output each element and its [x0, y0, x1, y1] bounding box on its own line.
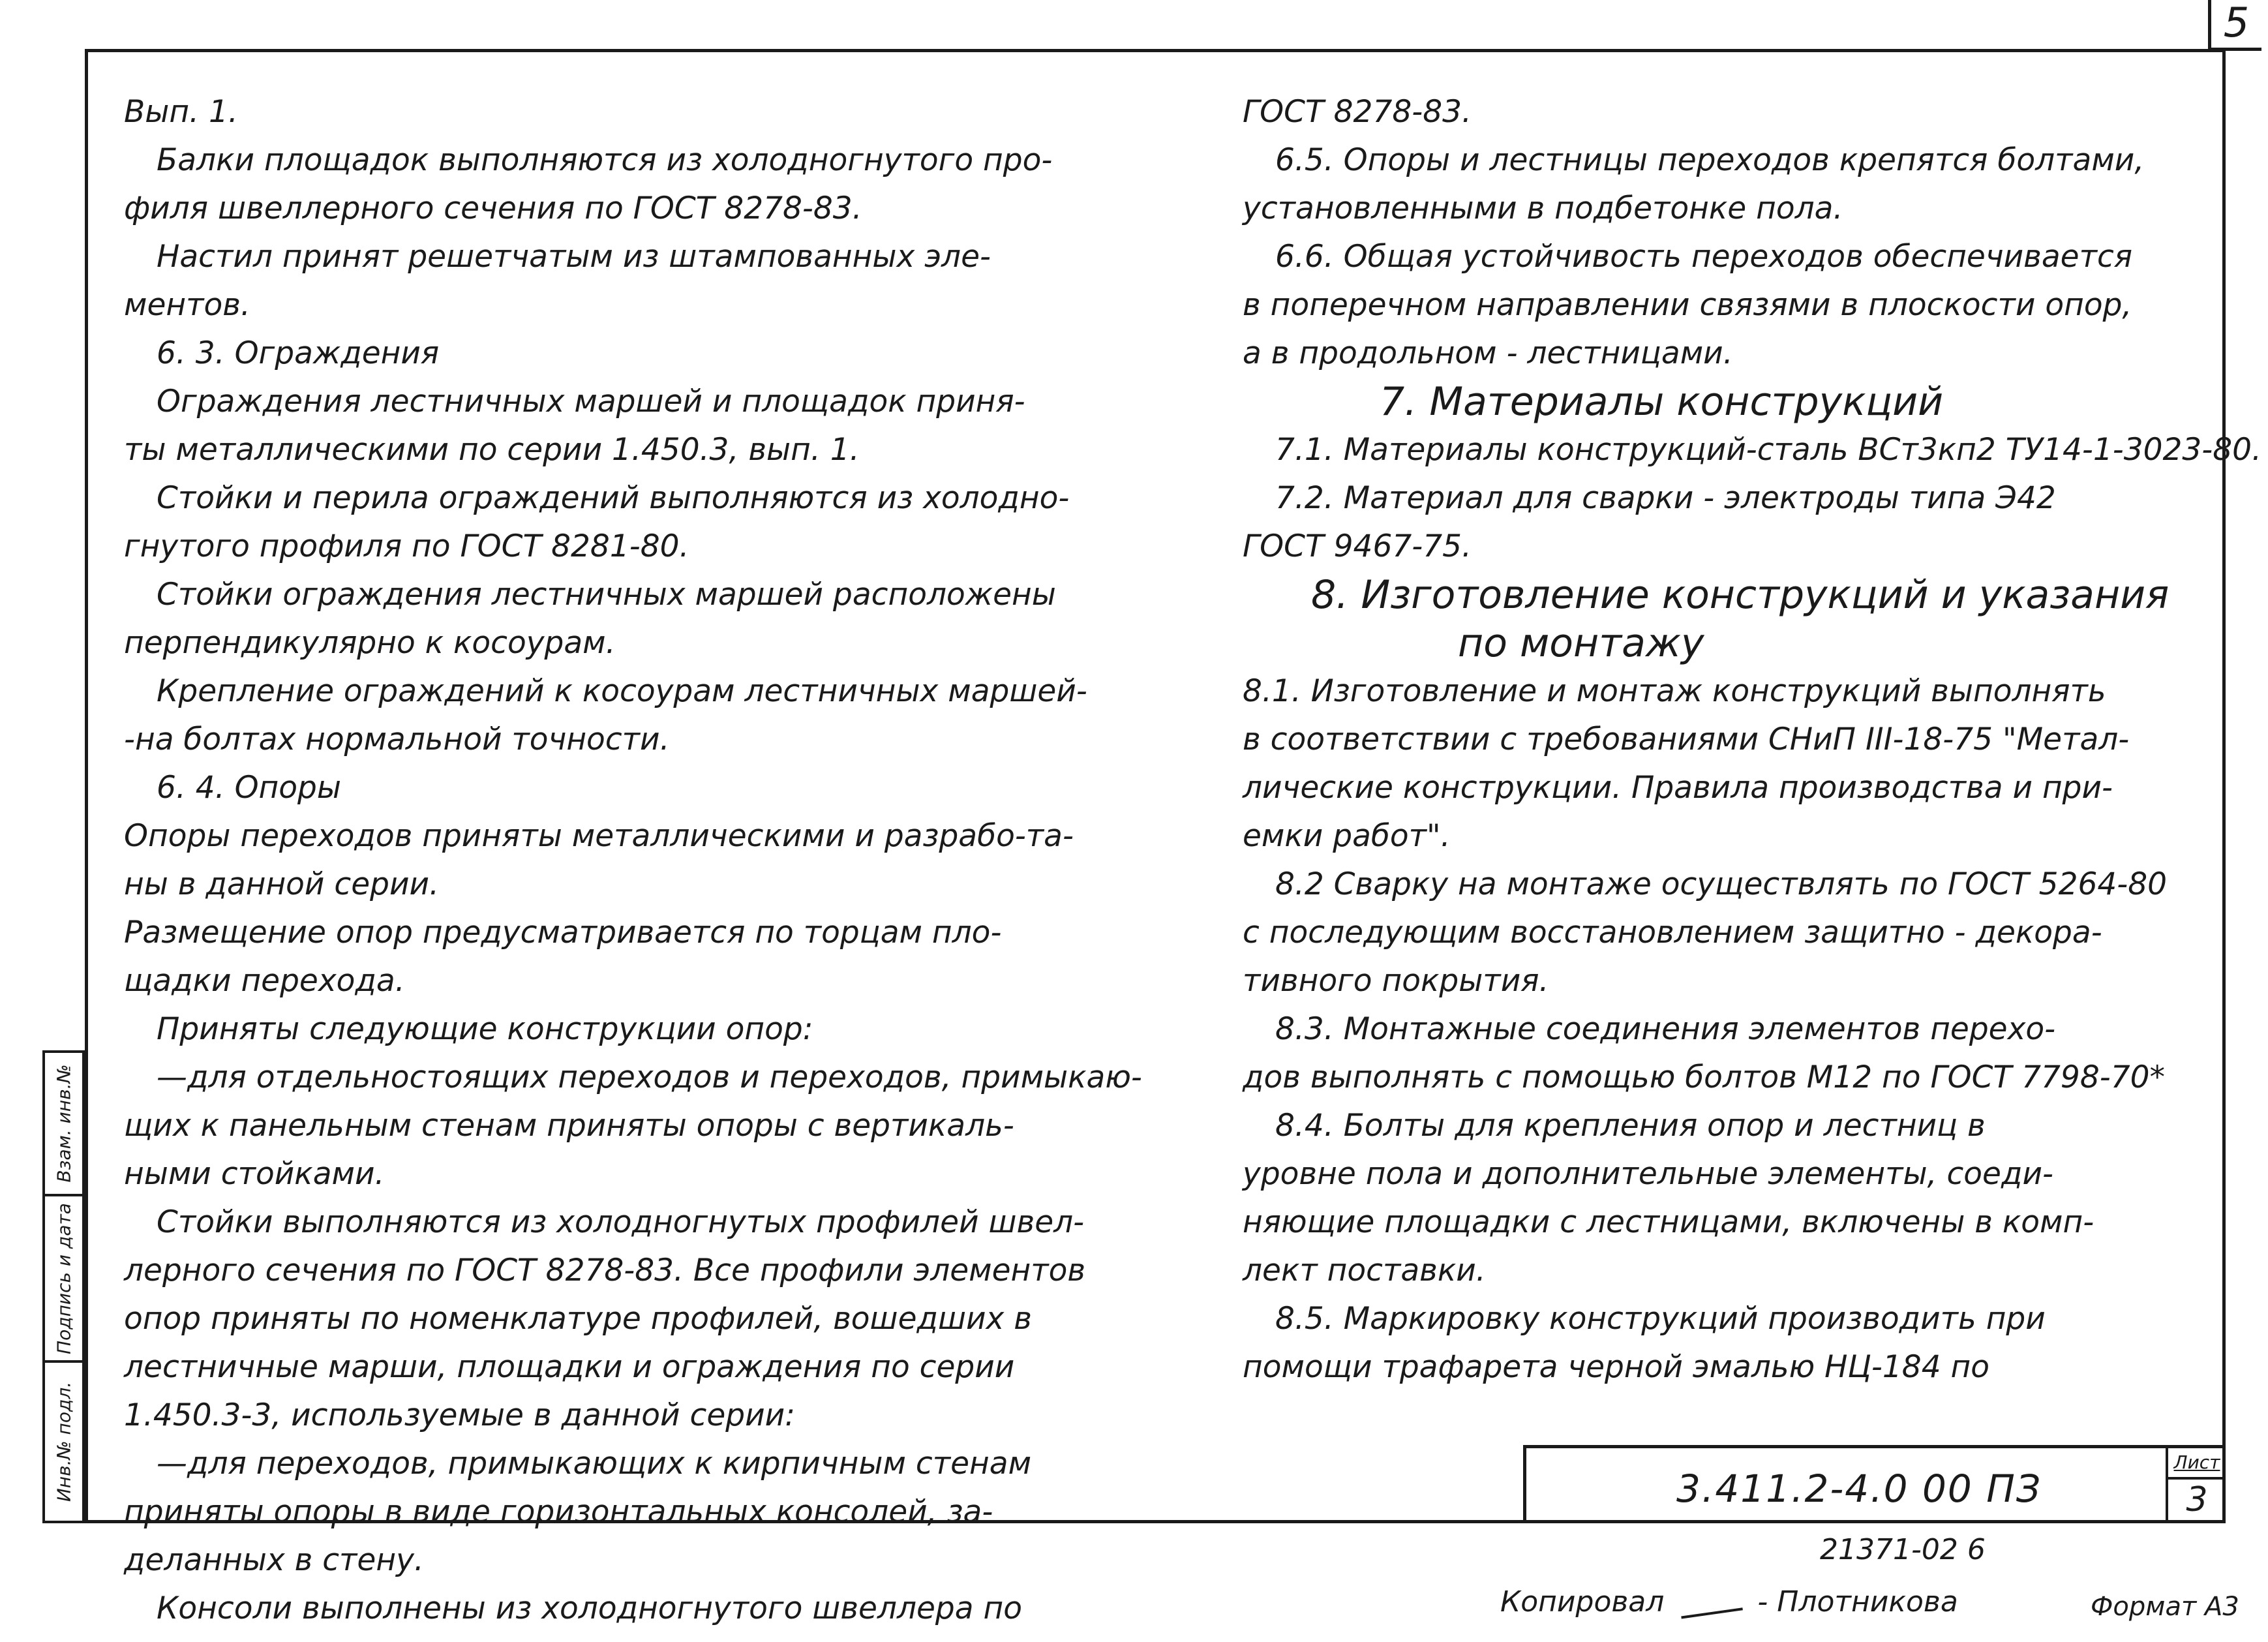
sheet-label: Лист — [2168, 1448, 2226, 1480]
right-text-line: 8.5. Маркировку конструкций производить при — [1275, 1301, 2046, 1337]
format-label: Формат А3 — [2091, 1592, 2239, 1622]
sheet-cell — [2166, 1448, 2226, 1523]
document-code: 3.411.2-4.0 00 ПЗ — [1676, 1467, 2042, 1511]
title-block — [1523, 1445, 2226, 1523]
left-text-line: лерного сечения по ГОСТ 8278-83. Все профили элементов — [124, 1253, 1086, 1288]
right-text-line: тивного покрытия. — [1243, 963, 1549, 999]
left-text-line: 6. 3. Ограждения — [157, 335, 440, 371]
right-text-line: лические конструкции. Правила производства и при- — [1243, 770, 2113, 806]
left-text-line: щих к панельным стенам приняты опоры с вертикаль- — [124, 1108, 1014, 1144]
copied-by — [1500, 1585, 1958, 1619]
right-text-line: по монтажу — [1458, 620, 1704, 666]
right-text-line: дов выполнять с помощью болтов М12 по ГОСТ 7798-70* — [1243, 1059, 2165, 1095]
left-text-column — [124, 88, 1155, 1633]
left-text-line: ментов. — [124, 287, 250, 323]
left-text-line: Стойки выполняются из холодногнутых профилей швел- — [157, 1204, 1085, 1240]
left-text-line: Консоли выполнены из холодногнутого швеллера по — [157, 1590, 1022, 1626]
left-text-line: Стойки ограждения лестничных маршей расположены — [157, 577, 1056, 613]
right-text-line: установленными в подбетонке пола. — [1243, 190, 1843, 226]
left-text-line: Балки площадок выполняются из холодногнутого про- — [157, 142, 1053, 178]
left-text-line: Стойки и перила ограждений выполняются из холодно- — [157, 480, 1070, 516]
right-text-line: в соответствии с требованиями СНиП III-18-75 "Метал- — [1243, 722, 2130, 757]
left-text-line: гнутого профиля по ГОСТ 8281-80. — [124, 528, 689, 564]
right-text-line: а в продольном - лестницами. — [1243, 335, 1733, 371]
right-text-line: в поперечном направлении связями в плоскости опор, — [1243, 287, 2132, 323]
left-text-line: щадки перехода. — [124, 963, 405, 999]
left-text-line: 1.450.3-3, используемые в данной серии: — [124, 1397, 796, 1433]
inventory-number: 21371-02 6 — [1820, 1533, 1986, 1566]
copied-by-dash: - — [1757, 1585, 1768, 1619]
right-text-line: лект поставки. — [1243, 1253, 1486, 1288]
signature — [1678, 1589, 1743, 1619]
right-text-line: 8.3. Монтажные соединения элементов перехо- — [1275, 1011, 2056, 1047]
stamp-label-signature: Подпись и дата — [53, 1202, 74, 1354]
left-text-line: -на болтах нормальной точности. — [124, 722, 670, 757]
right-text-line: 8.2 Сварку на монтаже осуществлять по ГОСТ 5264-80 — [1275, 866, 2168, 902]
left-text-line: филя швеллерного сечения по ГОСТ 8278-83. — [124, 190, 862, 226]
copied-by-label: Копировал — [1500, 1585, 1665, 1619]
right-text-line: няющие площадки с лестницами, включены в комп- — [1243, 1204, 2094, 1240]
right-text-line: ГОСТ 8278-83. — [1243, 94, 1472, 130]
left-text-line: лестничные марши, площадки и ограждения по серии — [124, 1349, 1015, 1385]
right-text-line: 7.2. Материал для сварки - электроды типа Э42 — [1275, 480, 2056, 516]
right-text-line: емки работ". — [1243, 818, 1451, 854]
left-text-line: —для отдельностоящих переходов и переходов, примыкаю- — [157, 1059, 1142, 1095]
left-text-line: —для переходов, примыкающих к кирпичным стенам — [157, 1446, 1032, 1482]
left-text-line: Ограждения лестничных маршей и площадок приня- — [157, 384, 1025, 419]
sheet-number: 3 — [2186, 1480, 2208, 1519]
stamp-label-inv-orig: Инв.№ подл. — [53, 1381, 74, 1502]
right-text-line: помощи трафарета черной эмалью НЦ-184 по — [1243, 1349, 1990, 1385]
left-text-line: Размещение опор предусматривается по торцам пло- — [124, 915, 1002, 950]
right-text-line: ГОСТ 9467-75. — [1243, 528, 1472, 564]
right-text-line: с последующим восстановлением защитно - декора- — [1243, 915, 2102, 950]
left-text-line: ными стойками. — [124, 1156, 385, 1192]
left-text-line: Опоры переходов приняты металлическими и разрабо-та- — [124, 818, 1074, 854]
stamp-cell-signature — [45, 1196, 82, 1363]
page-number: 5 — [2208, 0, 2261, 51]
right-text-column — [1243, 88, 2262, 1391]
left-text-line: ны в данной серии. — [124, 866, 440, 902]
left-text-line: Крепление ограждений к косоурам лестничных маршей- — [157, 673, 1087, 709]
side-stamp — [42, 1050, 85, 1523]
stamp-cell-replace-inv — [45, 1053, 82, 1196]
right-text-line: 6.5. Опоры и лестницы переходов крепятся болтами, — [1275, 142, 2145, 178]
right-text-line: 8. Изготовление конструкций и указания — [1311, 572, 2170, 618]
left-text-line: приняты опоры в виде горизонтальных консолей, за- — [124, 1494, 993, 1530]
right-text-line: 7. Материалы конструкций — [1380, 379, 1944, 425]
right-text-line: 6.6. Общая устойчивость переходов обеспечивается — [1275, 239, 2133, 275]
left-text-line: опор приняты по номенклатуре профилей, вошедших в — [124, 1301, 1032, 1337]
right-text-line: уровне пола и дополнительные элементы, соеди- — [1243, 1156, 2053, 1192]
left-text-line: Настил принят решетчатым из штампованных эле- — [157, 239, 991, 275]
right-text-line: 8.1. Изготовление и монтаж конструкций выполнять — [1243, 673, 2106, 709]
left-text-line: 6. 4. Опоры — [157, 770, 341, 806]
left-text-line: ты металлическими по серии 1.450.3, вып. 1. — [124, 432, 860, 468]
left-text-line: деланных в стену. — [124, 1542, 424, 1578]
stamp-label-replace-inv: Взам. инв.№ — [53, 1064, 74, 1183]
right-text-line: 7.1. Материалы конструкций-сталь ВСт3кп2 ТУ14-1-3023-80. — [1275, 432, 2262, 468]
right-text-line: 8.4. Болты для крепления опор и лестниц в — [1275, 1108, 1986, 1144]
left-text-line: Вып. 1. — [124, 94, 238, 130]
stamp-cell-inv-orig — [45, 1363, 82, 1521]
copied-by-name: Плотникова — [1777, 1585, 1958, 1619]
left-text-line: Приняты следующие конструкции опор: — [157, 1011, 813, 1047]
left-text-line: перпендикулярно к косоурам. — [124, 625, 616, 661]
